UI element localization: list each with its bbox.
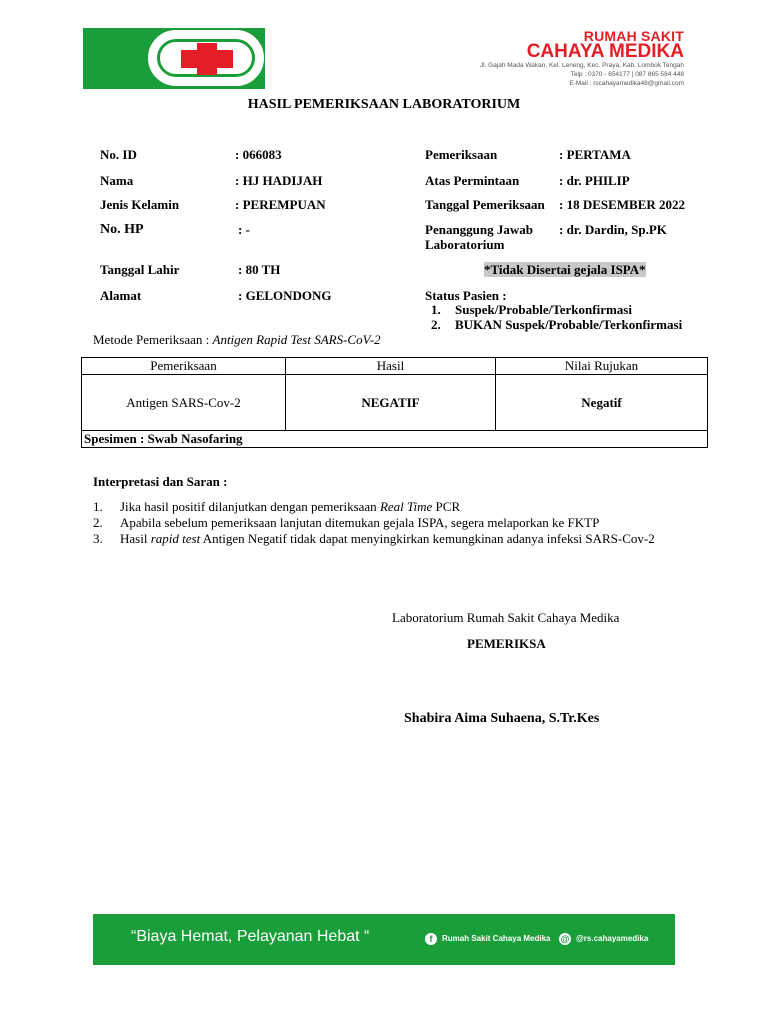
list-item — [93, 531, 655, 547]
phone-line: Telp : 0370 - 654177 | 087 865 584 448 — [570, 71, 684, 78]
list-number: 3. — [93, 531, 103, 546]
table-cell-test: Antigen SARS-Cov-2 — [82, 375, 286, 431]
metode-pemeriksaan — [93, 332, 381, 348]
list-number: 1. — [431, 302, 441, 317]
footer-instagram — [559, 933, 648, 945]
status-option-text: Suspek/Probable/Terkonfirmasi — [455, 302, 632, 317]
label-pemeriksaan: Pemeriksaan — [425, 147, 498, 162]
value-penanggung-jawab: : dr. Dardin, Sp.PK — [559, 222, 667, 237]
footer-band — [93, 914, 675, 965]
ispa-note-text: *Tidak Disertai gejala ISPA* — [484, 262, 646, 277]
hospital-name-line2: CAHAYA MEDIKA — [526, 41, 684, 62]
list-item — [93, 499, 655, 515]
value-alamat: : GELONDONG — [238, 288, 332, 303]
item-italic: rapid test — [150, 531, 201, 546]
label-penanggung-jawab: Penanggung Jawab Laboratorium — [425, 222, 533, 252]
list-item — [425, 317, 682, 332]
instagram-icon: @ — [560, 934, 570, 944]
item-italic: Real Time — [379, 499, 433, 514]
address-line: Jl. Gajah Mada Wakan, Kel. Leneng, Kec. Praya, Kab. Lombok Tengah — [479, 62, 684, 69]
specimen-cell: Spesimen : Swab Nasofaring — [82, 431, 708, 448]
value-tanggal-lahir: : 80 TH — [238, 262, 281, 277]
ispa-note — [484, 262, 646, 278]
value-pemeriksaan: : PERTAMA — [559, 147, 631, 162]
item-text: Hasil — [120, 531, 151, 546]
instagram-handle: @rs.cahayamedika — [576, 934, 649, 944]
signature-role: PEMERIKSA — [467, 636, 546, 651]
signature-name: Shabira Aima Suhaena, S.Tr.Kes — [404, 711, 600, 726]
document-title: HASIL PEMERIKSAAN LABORATORIUM — [247, 97, 521, 112]
table-cell-reference: Negatif — [496, 375, 708, 431]
signature-lab: Laboratorium Rumah Sakit Cahaya Medika — [392, 610, 620, 625]
item-text: Apabila sebelum pemeriksaan lanjutan ditemukan gejala ISPA, segera melaporkan ke FKTP — [120, 515, 600, 530]
label-atas-permintaan: Atas Permintaan — [425, 173, 520, 188]
value-atas-permintaan: : dr. PHILIP — [559, 173, 630, 188]
label-jenis-kelamin: Jenis Kelamin — [100, 197, 180, 212]
label-tanggal-lahir: Tanggal Lahir — [100, 262, 180, 277]
table-header-row — [82, 358, 708, 375]
label-no-id: No. ID — [100, 147, 137, 162]
column-header: Hasil — [286, 358, 496, 375]
email-line: E-Mail : rscahayamedika48@gmail.com — [569, 80, 684, 87]
status-pasien-label: Status Pasien : — [425, 288, 507, 303]
hospital-name-line1: RUMAH SAKIT — [583, 28, 684, 44]
red-cross-bar — [181, 50, 233, 68]
interpretation-title: Interpretasi dan Saran : — [93, 474, 228, 489]
label-no-hp: No. HP — [100, 222, 144, 237]
value-no-id: : 066083 — [235, 147, 282, 162]
value-nama: : HJ HADIJAH — [235, 173, 323, 188]
footer-facebook — [425, 933, 550, 945]
list-item — [425, 302, 682, 317]
label-alamat: Alamat — [100, 288, 142, 303]
item-text: Jika hasil positif dilanjutkan dengan pemeriksaan — [120, 499, 380, 514]
table-cell-result: NEGATIF — [286, 375, 496, 431]
list-item — [93, 515, 655, 531]
metode-label: Metode Pemeriksaan : — [93, 332, 213, 347]
footer-slogan: “Biaya Hemat, Pelayanan Hebat “ — [131, 928, 370, 945]
item-text: PCR — [432, 499, 461, 514]
table-row — [82, 375, 708, 431]
hospital-logo — [148, 30, 264, 86]
label-nama: Nama — [100, 173, 134, 188]
status-option-text: BUKAN Suspek/Probable/Terkonfirmasi — [455, 317, 683, 332]
list-number: 2. — [93, 515, 103, 530]
status-pasien-list — [425, 302, 682, 332]
list-number: 1. — [93, 499, 103, 514]
hospital-address — [364, 61, 684, 88]
results-table — [81, 357, 708, 448]
item-text: Antigen Negatif tidak dapat menyingkirkan kemungkinan adanya infeksi SARS-Cov-2 — [200, 531, 655, 546]
label-tanggal-pemeriksaan: Tanggal Pemeriksaan — [425, 197, 545, 212]
interpretation-list — [93, 499, 655, 547]
metode-value: Antigen Rapid Test SARS-CoV-2 — [212, 332, 381, 347]
list-number: 2. — [431, 317, 441, 332]
value-jenis-kelamin: : PEREMPUAN — [235, 197, 326, 212]
facebook-icon: f — [425, 933, 437, 945]
value-tanggal-pemeriksaan: : 18 DESEMBER 2022 — [559, 197, 686, 212]
column-header: Pemeriksaan — [82, 358, 286, 375]
table-row — [82, 431, 708, 448]
value-no-hp: : - — [238, 222, 250, 237]
facebook-handle: Rumah Sakit Cahaya Medika — [442, 934, 551, 944]
column-header: Nilai Rujukan — [496, 358, 708, 375]
